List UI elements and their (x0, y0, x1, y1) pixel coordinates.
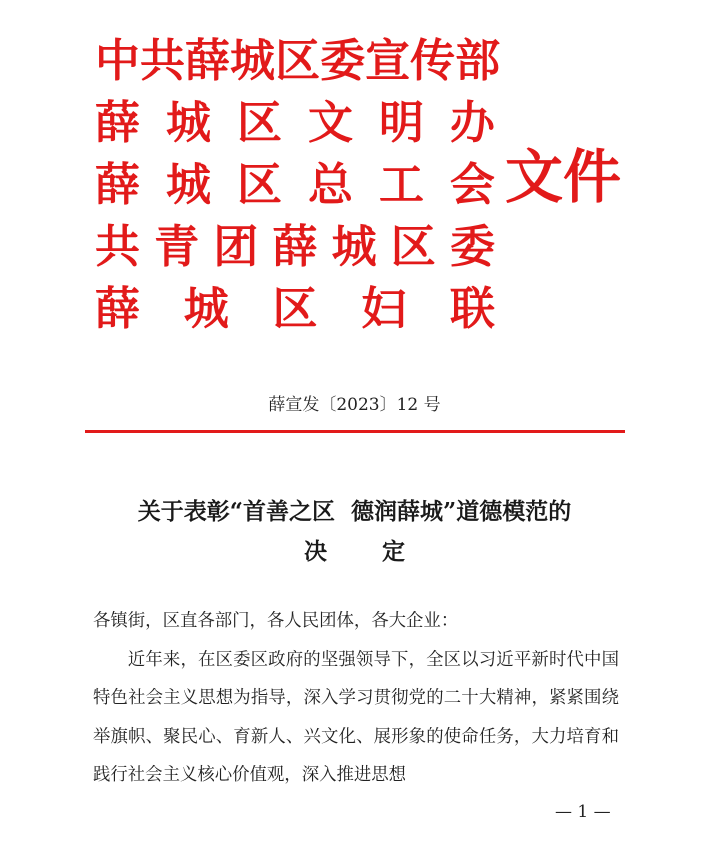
issuer-char: 工 (378, 158, 424, 211)
issuer-char: 城 (165, 96, 211, 149)
issuer-char: 妇 (361, 282, 407, 335)
issuer-char: 区 (275, 34, 321, 87)
issuer-char: 城 (183, 282, 229, 335)
issuer-char: 文 (307, 96, 353, 149)
issuer-char: 薛 (185, 34, 231, 87)
issuer-char: 城 (230, 34, 276, 87)
issuer-line (95, 154, 495, 216)
issuer-char: 宣 (365, 34, 411, 87)
issuer-block (95, 30, 501, 340)
document-number: 薛宣发〔2023〕12 号 (268, 395, 441, 415)
title-line-1: 关于表彰“首善之区 德润薛城”道德模范的 (137, 498, 572, 525)
issuer-char: 中 (95, 34, 141, 87)
issuer-char: 委 (449, 220, 495, 273)
issuer-line (95, 30, 501, 92)
issuer-char: 传 (410, 34, 456, 87)
issuer-char: 联 (449, 282, 495, 335)
issuer-line (95, 92, 495, 154)
body-paragraph: 近年来，在区委区政府的坚强领导下，全区以习近平新时代中国特色社会主义思想为指导，深入学习贯彻党的二十大精神，紧紧围绕举旗帜、聚民心、育新人、兴文化、展形象的使命任务，大力培育和践行社会主义核心价值观，深入推进思想 (93, 649, 619, 785)
issuer-char: 明 (378, 96, 424, 149)
issuer-char: 薛 (95, 158, 141, 211)
issuer-line (95, 278, 495, 340)
issuer-char: 共 (95, 220, 141, 273)
issuer-char: 会 (449, 158, 495, 211)
document-body (93, 602, 619, 795)
issuer-char: 区 (390, 220, 436, 273)
issuer-char: 城 (331, 220, 377, 273)
issuer-char: 总 (307, 158, 353, 211)
salutation: 各镇街，区直各部门，各人民团体，各大企业： (93, 611, 459, 631)
page-number: — 1 — (555, 802, 611, 822)
issuer-char: 办 (449, 96, 495, 149)
issuer-char: 薛 (272, 220, 318, 273)
issuer-char: 部 (455, 34, 501, 87)
red-divider (85, 430, 625, 433)
issuer-char: 团 (213, 220, 259, 273)
issuer-char: 薛 (95, 96, 141, 149)
issuer-char: 青 (154, 220, 200, 273)
title-line-2: 决定 (304, 538, 460, 565)
issuer-char: 共 (140, 34, 186, 87)
issuer-char: 区 (236, 96, 282, 149)
issuer-char: 城 (165, 158, 211, 211)
issuer-char: 区 (236, 158, 282, 211)
document-word: 文件 (505, 143, 622, 211)
issuer-char: 薛 (95, 282, 141, 335)
issuer-char: 区 (272, 282, 318, 335)
issuer-char: 委 (320, 34, 366, 87)
issuer-line (95, 216, 495, 278)
document-title (0, 492, 709, 572)
